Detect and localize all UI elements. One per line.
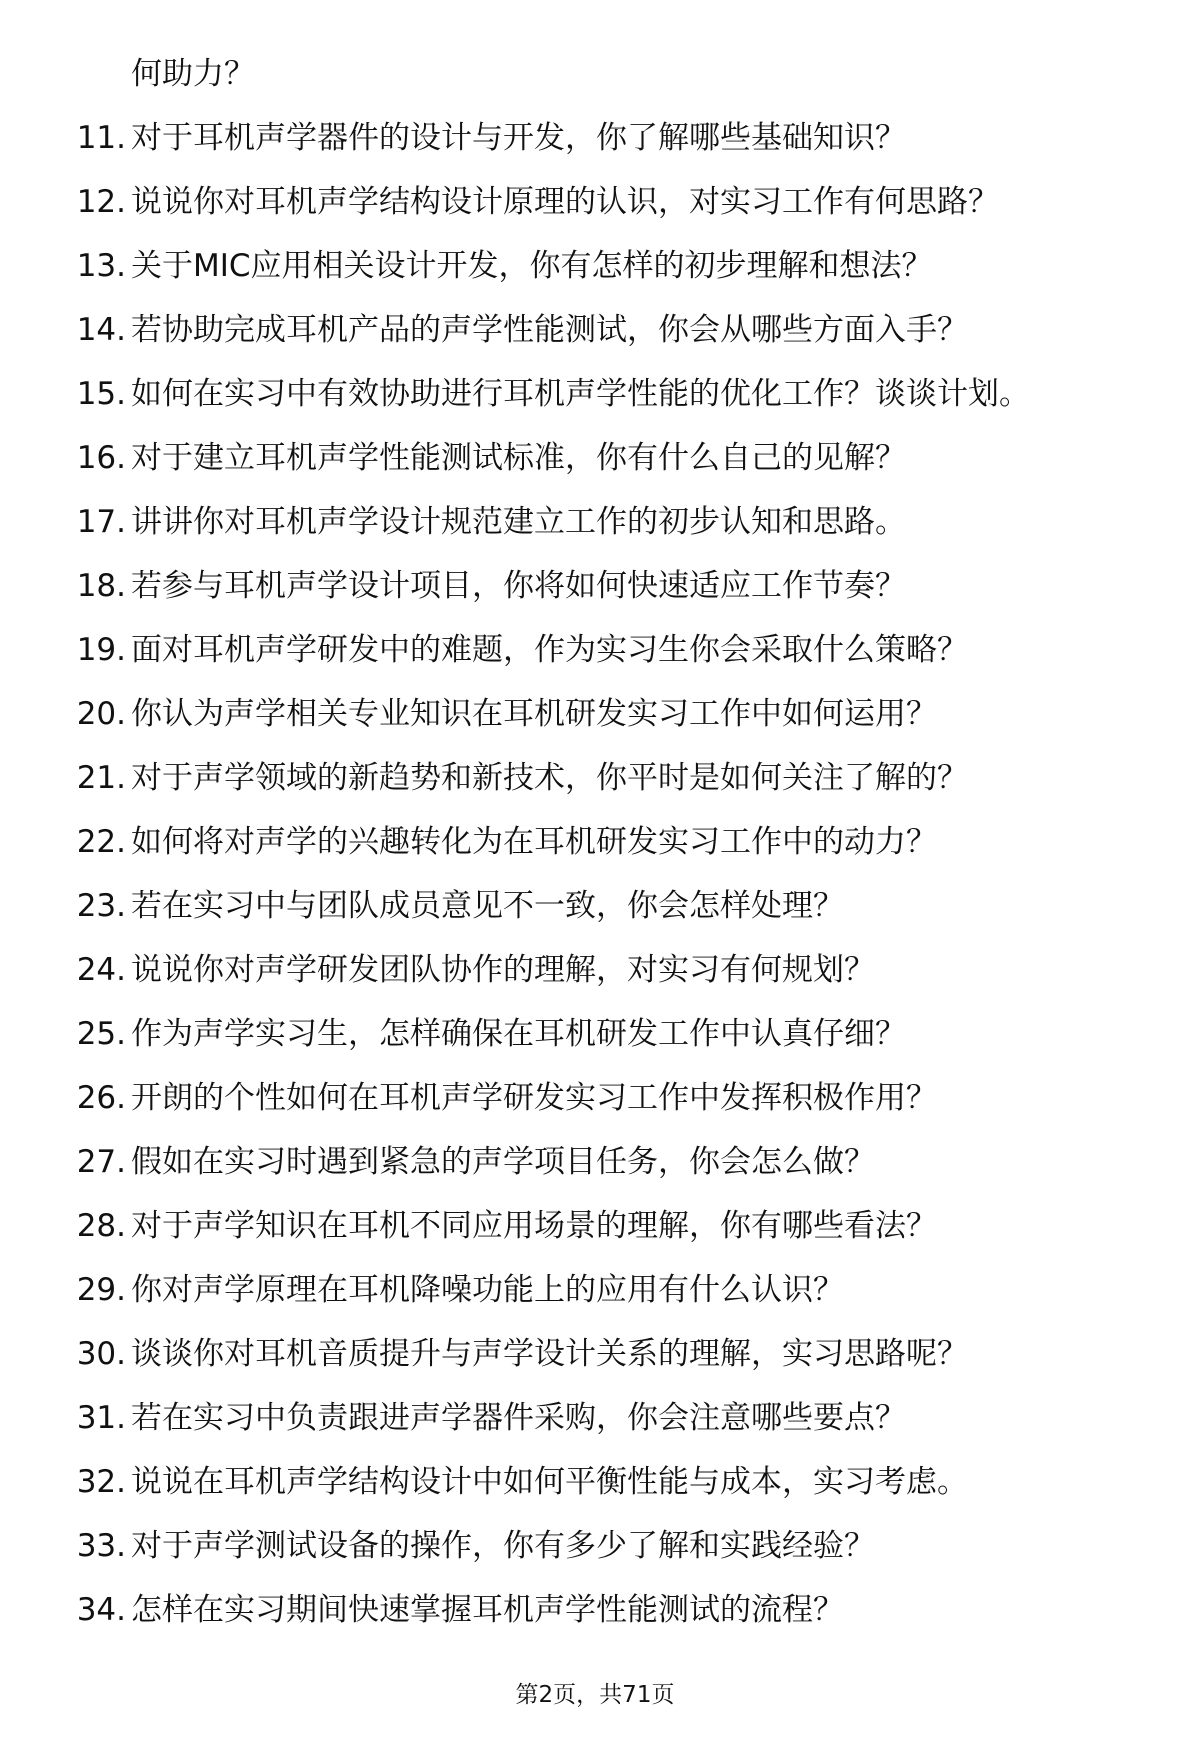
question-number: 18. <box>76 568 126 604</box>
question-item <box>0 308 1190 352</box>
question-text: 假如在实习时遇到紧急的声学项目任务，你会怎么做？ <box>131 1144 875 1180</box>
question-number: 16. <box>76 440 126 476</box>
question-number: 29. <box>76 1272 126 1308</box>
question-number: 14. <box>76 312 126 348</box>
question-text: 对于声学测试设备的操作，你有多少了解和实践经验？ <box>131 1528 875 1564</box>
question-item <box>0 244 1190 288</box>
question-text: 如何在实习中有效协助进行耳机声学性能的优化工作？谈谈计划。 <box>131 376 1030 412</box>
question-text: 对于声学领域的新趋势和新技术，你平时是如何关注了解的？ <box>131 760 968 796</box>
question-number: 11. <box>76 120 126 156</box>
question-text: 面对耳机声学研发中的难题，作为实习生你会采取什么策略？ <box>131 632 968 668</box>
question-text: 开朗的个性如何在耳机声学研发实习工作中发挥积极作用？ <box>131 1080 937 1116</box>
question-item <box>0 436 1190 480</box>
question-text: 说说你对耳机声学结构设计原理的认识，对实习工作有何思路？ <box>131 184 999 220</box>
question-item <box>0 692 1190 736</box>
question-text: 关于MIC应用相关设计开发，你有怎样的初步理解和想法？ <box>131 248 933 284</box>
question-number: 33. <box>76 1528 126 1564</box>
question-number: 19. <box>76 632 126 668</box>
question-number: 32. <box>76 1464 126 1500</box>
question-item <box>0 1524 1190 1568</box>
question-number: 31. <box>76 1400 126 1436</box>
question-number: 22. <box>76 824 126 860</box>
question-item <box>0 1204 1190 1248</box>
question-item <box>0 1396 1190 1440</box>
question-text: 你对声学原理在耳机降噪功能上的应用有什么认识？ <box>131 1272 844 1308</box>
question-number: 17. <box>76 504 126 540</box>
question-text: 如何将对声学的兴趣转化为在耳机研发实习工作中的动力？ <box>131 824 937 860</box>
question-text: 谈谈你对耳机音质提升与声学设计关系的理解，实习思路呢？ <box>131 1336 968 1372</box>
question-number: 28. <box>76 1208 126 1244</box>
question-number: 21. <box>76 760 126 796</box>
question-item <box>0 1332 1190 1376</box>
question-item <box>0 1012 1190 1056</box>
question-number: 34. <box>76 1592 126 1628</box>
question-text: 若在实习中与团队成员意见不一致，你会怎样处理？ <box>131 888 844 924</box>
question-item <box>0 884 1190 928</box>
question-number: 24. <box>76 952 126 988</box>
question-number: 30. <box>76 1336 126 1372</box>
continuation-text: 何助力？ <box>131 56 255 92</box>
question-item <box>0 628 1190 672</box>
question-number: 25. <box>76 1016 126 1052</box>
question-text: 讲讲你对耳机声学设计规范建立工作的初步认知和思路。 <box>131 504 906 540</box>
question-text: 你认为声学相关专业知识在耳机研发实习工作中如何运用？ <box>131 696 937 732</box>
question-item <box>0 948 1190 992</box>
question-text: 若协助完成耳机产品的声学性能测试，你会从哪些方面入手？ <box>131 312 968 348</box>
question-number: 13. <box>76 248 126 284</box>
question-text: 对于耳机声学器件的设计与开发，你了解哪些基础知识？ <box>131 120 906 156</box>
question-item <box>0 1140 1190 1184</box>
question-item <box>0 756 1190 800</box>
question-text: 作为声学实习生，怎样确保在耳机研发工作中认真仔细？ <box>131 1016 906 1052</box>
question-number: 12. <box>76 184 126 220</box>
question-number: 15. <box>76 376 126 412</box>
question-text: 若在实习中负责跟进声学器件采购，你会注意哪些要点？ <box>131 1400 906 1436</box>
question-text: 说说在耳机声学结构设计中如何平衡性能与成本，实习考虑。 <box>131 1464 968 1500</box>
question-item <box>0 1268 1190 1312</box>
question-number: 26. <box>76 1080 126 1116</box>
question-text: 说说你对声学研发团队协作的理解，对实习有何规划？ <box>131 952 875 988</box>
question-text: 怎样在实习期间快速掌握耳机声学性能测试的流程？ <box>131 1592 844 1628</box>
question-number: 23. <box>76 888 126 924</box>
question-item <box>0 1460 1190 1504</box>
question-text: 对于声学知识在耳机不同应用场景的理解，你有哪些看法？ <box>131 1208 937 1244</box>
question-item <box>0 500 1190 544</box>
question-number: 27. <box>76 1144 126 1180</box>
question-item <box>0 820 1190 864</box>
question-text: 对于建立耳机声学性能测试标准，你有什么自己的见解？ <box>131 440 906 476</box>
question-item <box>0 372 1190 416</box>
question-number: 20. <box>76 696 126 732</box>
question-item <box>0 564 1190 608</box>
question-list <box>0 116 1190 1652</box>
question-text: 若参与耳机声学设计项目，你将如何快速适应工作节奏？ <box>131 568 906 604</box>
question-item <box>0 116 1190 160</box>
page-footer: 第2页，共71页 <box>515 1682 675 1708</box>
question-item <box>0 180 1190 224</box>
question-item <box>0 1076 1190 1120</box>
question-item <box>0 1588 1190 1632</box>
